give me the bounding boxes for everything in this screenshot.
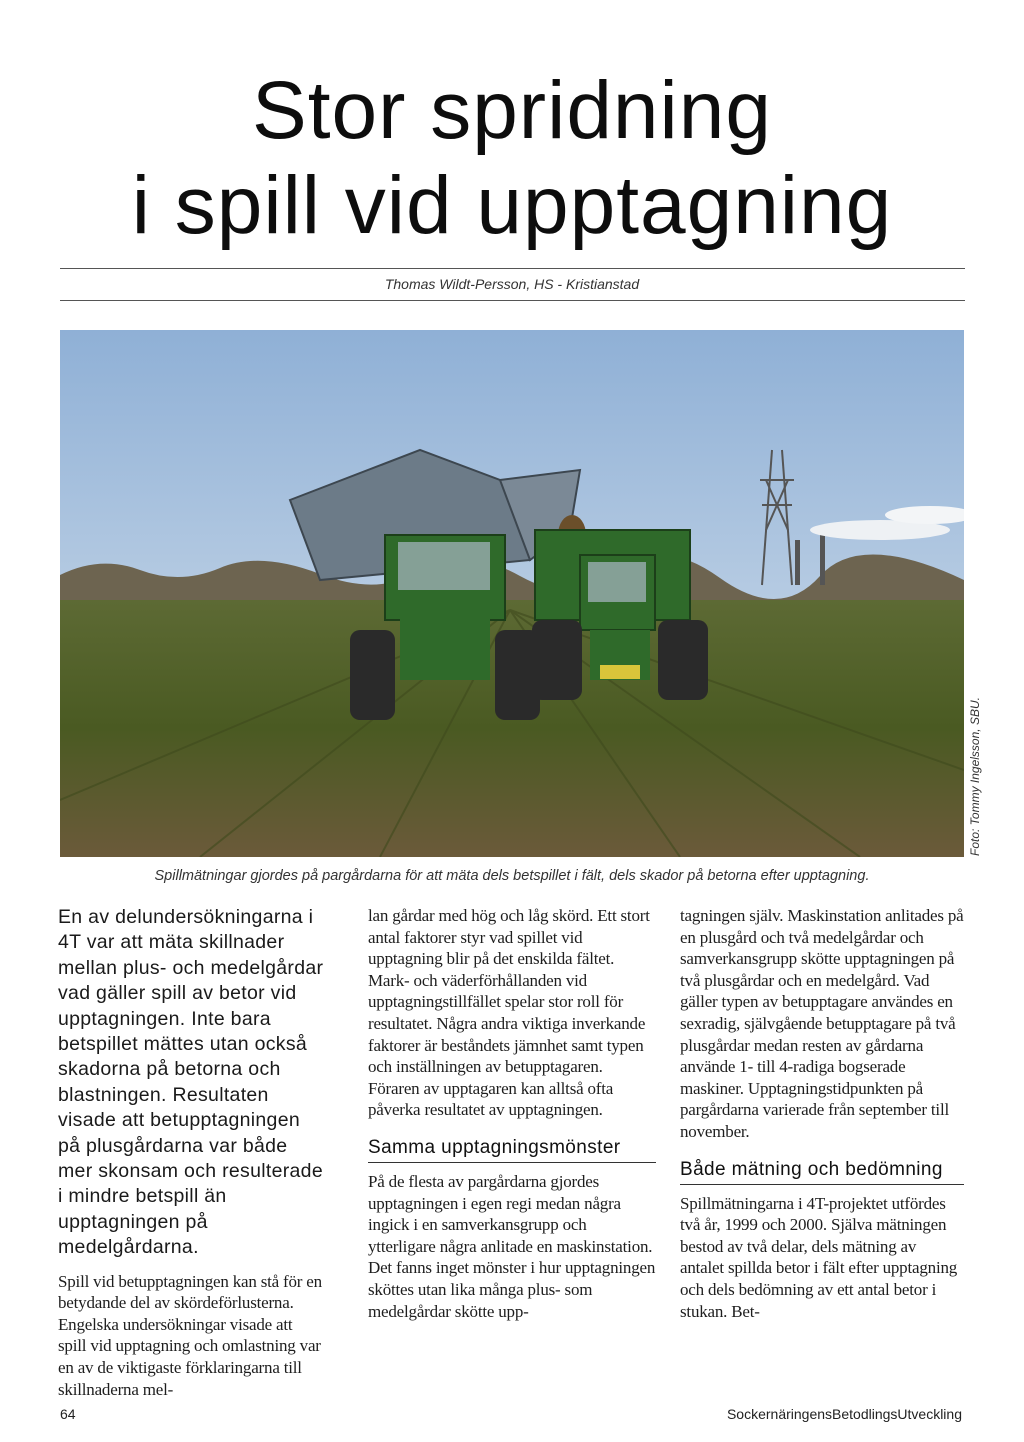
tractor-wheel [532,620,582,700]
front-weight [600,665,640,679]
photo-credit: Foto: Tommy Ingelsson, SBU. [968,697,982,856]
body-paragraph: Spill vid betupptagningen kan stå för en betydande del av skördeförlusterna. Engelska undersökningar visade att spill vid upptagning och omlastning var en av de viktigaste förklaringarna till skillnaderna mel- [58,1271,322,1399]
column-1 [58,905,324,1400]
tractor-body-left [400,610,490,680]
byline: Thomas Wildt-Persson, HS - Kristianstad [384,276,640,292]
byline-rule-bottom [60,300,965,301]
body-paragraph: Spillmätningarna i 4T-projektet utfördes två år, 1999 och 2000. Själva mätningen bestod av två delar, dels mätning av antalet spillda betor i fält efter upptagning och dels bedömning av ett antal betor i stukan. Bet- [680,1193,958,1321]
column-2 [368,905,656,1322]
tractor-window-right [588,562,646,602]
harvest-photo-illustration [60,330,964,857]
chimney [820,535,825,585]
headline-line-1: Stor spridning [252,65,772,156]
photo-caption: Spillmätningar gjordes på pargårdarna för att mäta dels betspillet i fält, dels skador på betorna efter upptagning. [154,868,870,884]
publication-name: SockernäringensBetodlingsUtveckling [726,1406,962,1422]
subheading-samma-upptagningsmonster: Samma upptagningsmönster [368,1137,656,1163]
subheading-bade-matning-och-bedomning: Både mätning och bedömning [680,1159,964,1185]
body-paragraph: tagningen själv. Maskinstation anlitades på en plusgård och två medelgårdar och samverkansgrupp skötte upptagningen på två plusgårdar och en medelgård. Vad gäller typen av betupptagare användes en sexradig, självgående betupptagare på två plusgårdar medan resten av gårdarna använde 1- till 4-radiga bogserade maskiner. Upptagningstidpunkten på pargårdarna varierade från september till november. [680,906,964,1141]
lead-paragraph: En av delundersökningarna i 4T var att mäta skillnader mellan plus- och medelgårdar vad gäller spill av betor vid upptagningen. Inte bara betspillet mättes utan också skadorna på betorna och blastningen. Resultaten visade att betupptagningen på plusgårdarna var både mer skonsam och resulterade i mindre betspill än upptagningen på medelgårdarna. [58,906,324,1259]
tractor-wheel [658,620,708,700]
harvest-photo [60,330,964,857]
tractor-window-left [398,542,490,590]
column-3 [680,905,964,1322]
body-paragraph: På de flesta av pargårdarna gjordes upptagningen i egen regi medan några ingick i en samverkansgrupp och ytterligare några anlitade en maskinstation. Det fanns inget mönster i hur upptagningen sköttes utan lika många plus- som medelgårdar skötte upp- [368,1171,656,1321]
byline-rule-top [60,268,965,269]
body-paragraph: lan gårdar med hög och låg skörd. Ett stort antal faktorer styr vad spillet vid upptagning blir på det enskilda fältet. Mark- och väderförhållanden vid upptagningstillfället spelar stor roll för resultatet. Några andra viktiga inverkande faktorer är beståndets jämnhet samt typen och inställningen av betupptagaren. Föraren av upptagaren kan alltså ofta påverka resultatet av upptagningen. [368,906,650,1120]
tractor-wheel [350,630,395,720]
headline-line-2: i spill vid upptagning [131,160,893,251]
chimney [795,540,800,585]
page-number: 64 [60,1406,76,1422]
